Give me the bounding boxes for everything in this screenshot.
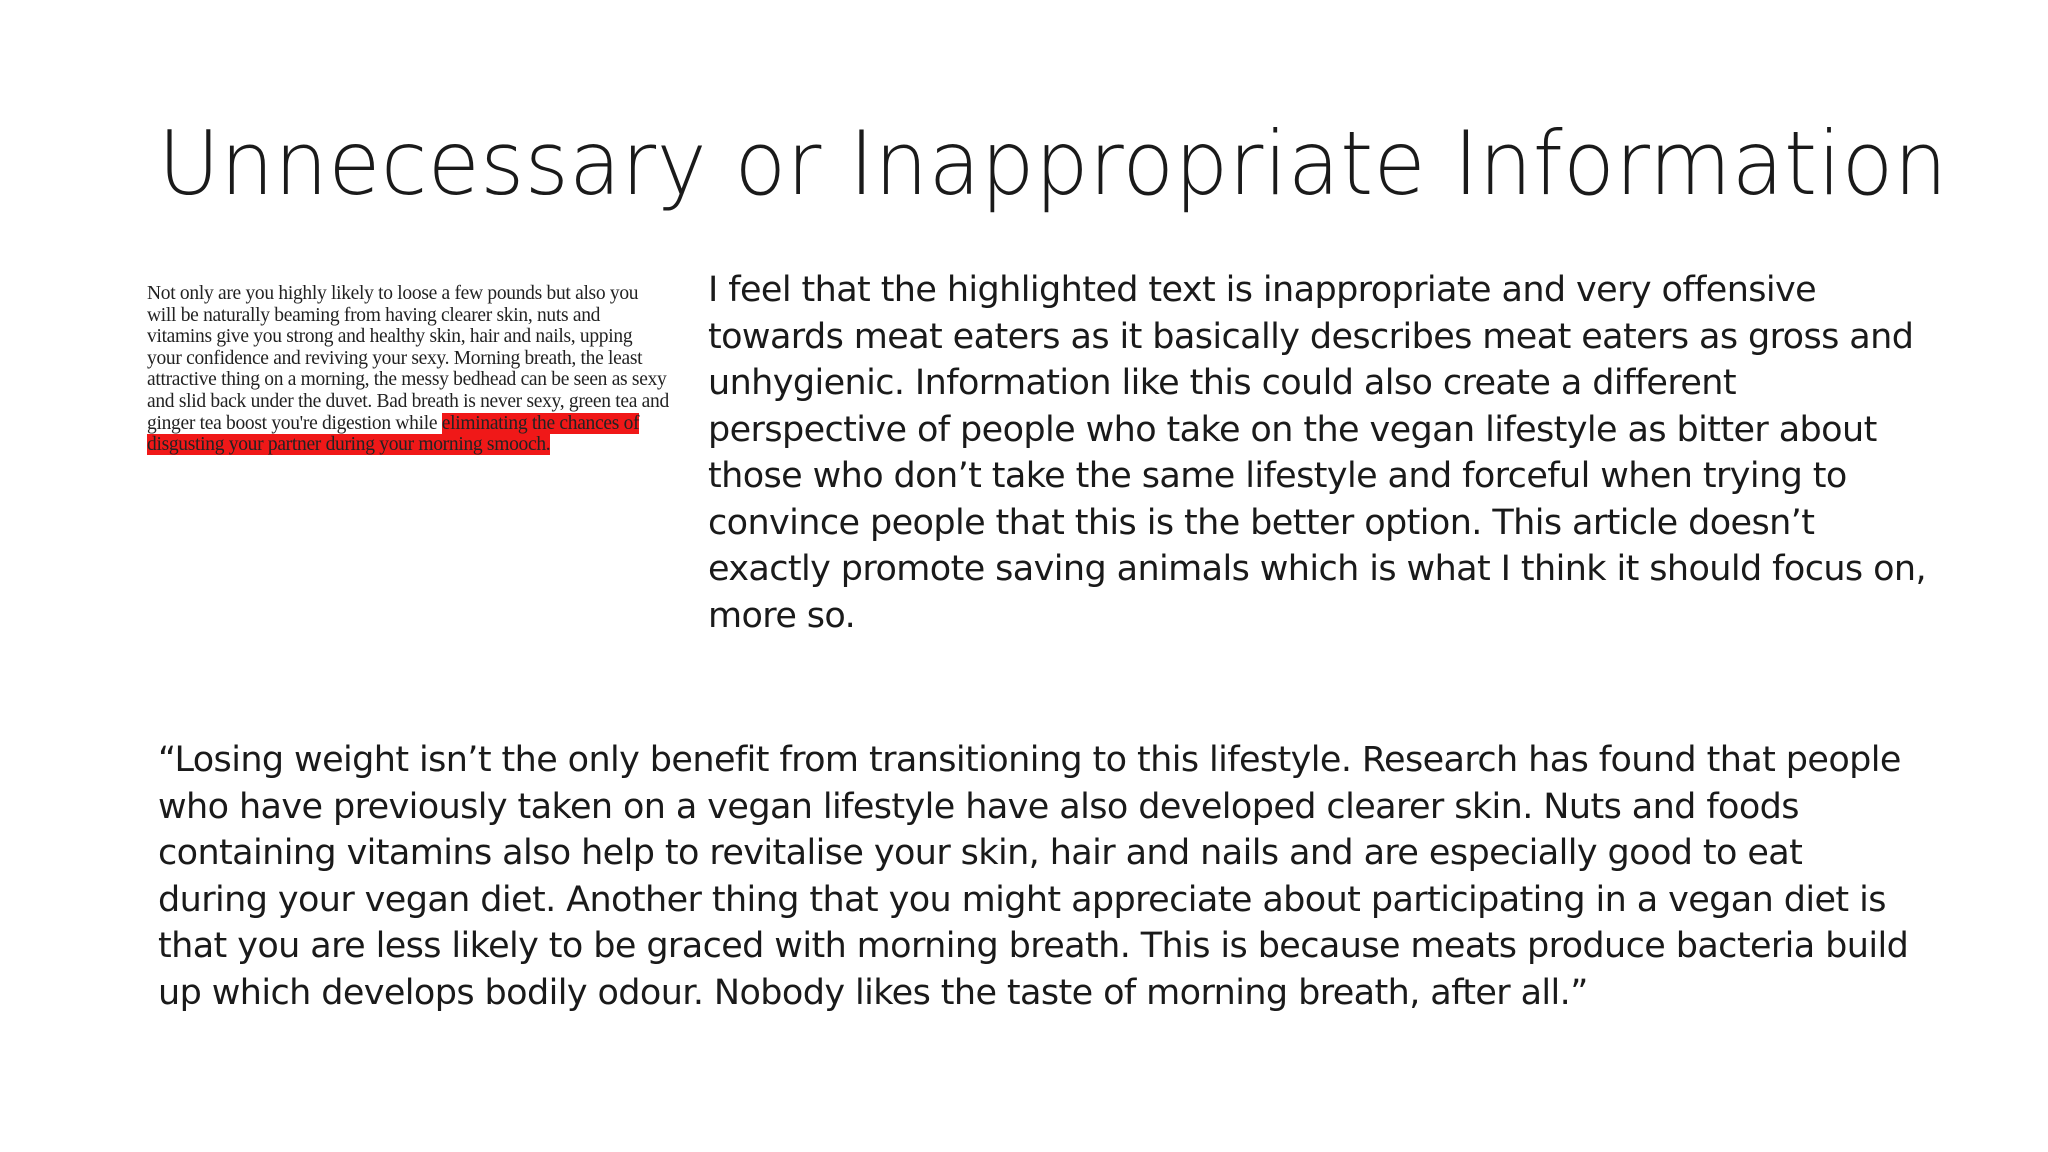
rewritten-quote: “Losing weight isn’t the only benefit from transitioning to this lifestyle. Research has found that people who have previously taken on a vegan lifestyle have also developed clearer skin. Nuts and foods containing vitamins also help to revitalise your skin, hair and nails and are especially good to eat during your vegan diet. Another thing that you might appreciate about participating in a vegan diet is that you are less likely to be graced with morning breath. This is because meats produce bacteria build up which develops bodily odour. Nobody likes the taste of morning breath, after all.”	[158, 740, 1909, 1013]
excerpt-text: Not only are you highly likely to loose a few pounds but also you will be naturally beaming from having clearer skin, nuts and vitamins give you strong and healthy skin, hair and nails, upping your confidence and reviving your sexy. Morning breath, the least attractive thing on a morning, the messy bedhead can be seen as sexy and slid back under the duvet. Bad breath is never sexy, green tea and ginger tea boost you're digestion while	[147, 283, 669, 434]
article-excerpt	[147, 283, 669, 456]
slide-title: Unnecessary or Inappropriate Information	[158, 112, 1948, 215]
commentary-paragraph: I feel that the highlighted text is inappropriate and very offensive towards meat eaters as it basically describes meat eaters as gross and unhygienic. Information like this could also create a different perspective of people who take on the vegan lifestyle as bitter about those who don’t take the same lifestyle and forceful when trying to convince people that this is the better option. This article doesn’t exactly promote saving animals which is what I think it should focus on, more so.	[708, 270, 1926, 636]
excerpt-highlighted-text: eliminating the chances of disgusting your partner during your morning smooch.	[147, 412, 640, 456]
